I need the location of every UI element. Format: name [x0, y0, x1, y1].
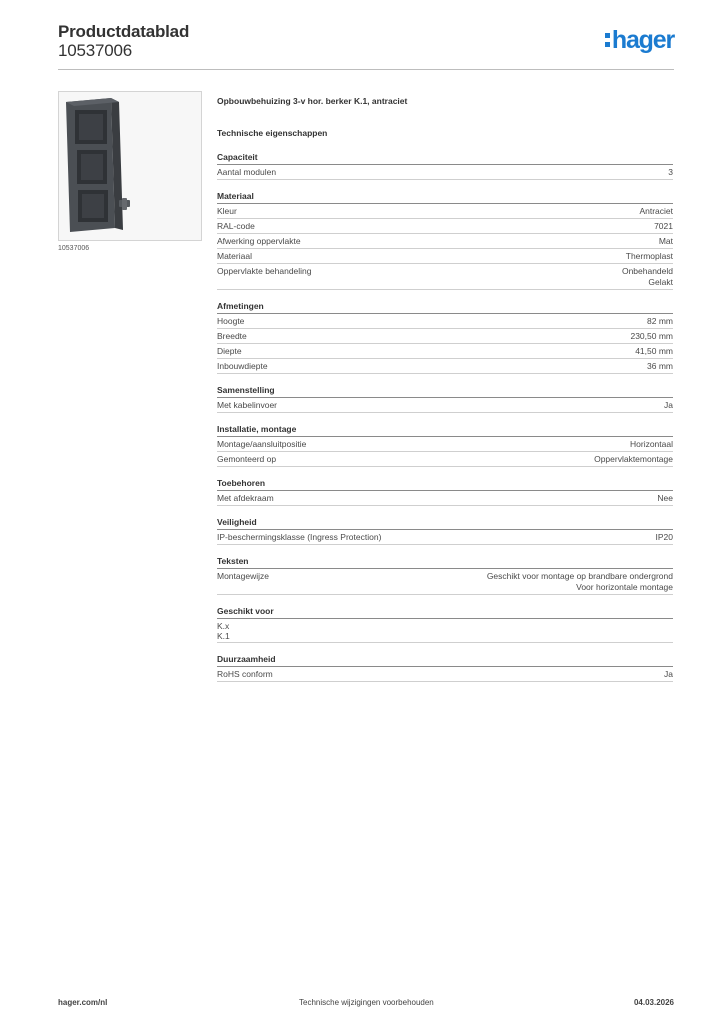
spec-value	[594, 454, 673, 465]
spec-sections	[217, 152, 673, 682]
spec-label: Met kabelinvoer	[217, 400, 278, 410]
spec-row	[217, 249, 673, 264]
spec-value-line: Antraciet	[639, 206, 673, 216]
section-title: Afmetingen	[217, 301, 673, 314]
spec-value-line: 7021	[654, 221, 673, 231]
spec-row	[217, 314, 673, 329]
header-divider	[58, 69, 674, 70]
spec-label: Gemonteerd op	[217, 454, 277, 464]
spec-list-item: K.x	[217, 621, 230, 631]
section-title: Capaciteit	[217, 152, 673, 165]
section-title: Samenstelling	[217, 385, 673, 398]
spec-section	[217, 301, 673, 374]
spec-row	[217, 165, 673, 180]
spec-value	[647, 361, 673, 372]
spec-label: Montage/aansluitpositie	[217, 439, 307, 449]
spec-value-line: Ja	[664, 400, 673, 410]
spec-value-line: 36 mm	[647, 361, 673, 371]
spec-row	[217, 359, 673, 374]
spec-value	[630, 331, 673, 342]
spec-value	[657, 493, 673, 504]
spec-row	[217, 219, 673, 234]
technical-properties-heading: Technische eigenschappen	[217, 128, 328, 138]
spec-label: Kleur	[217, 206, 237, 216]
spec-section	[217, 424, 673, 467]
spec-section	[217, 385, 673, 413]
spec-row	[217, 344, 673, 359]
spec-value-line: Horizontaal	[630, 439, 673, 449]
spec-value	[626, 251, 673, 262]
spec-value-line: 82 mm	[647, 316, 673, 326]
page-title: Productdatablad	[58, 22, 190, 41]
logo-text: hager	[611, 26, 674, 54]
spec-row	[217, 452, 673, 467]
spec-section	[217, 478, 673, 506]
spec-section	[217, 606, 673, 643]
spec-value	[639, 206, 673, 217]
spec-row	[217, 569, 673, 595]
spec-row	[217, 264, 673, 290]
section-title: Installatie, montage	[217, 424, 673, 437]
section-title: Geschikt voor	[217, 606, 673, 619]
specifications-panel	[217, 96, 673, 693]
footer-disclaimer: Technische wijzigingen voorbehouden	[299, 998, 434, 1007]
spec-value-line: IP20	[655, 532, 673, 542]
hager-logo[interactable]	[605, 28, 674, 53]
spec-label: Diepte	[217, 346, 242, 356]
logo-colon-icon	[605, 33, 610, 47]
spec-label: Oppervlakte behandeling	[217, 266, 312, 276]
footer-website-link[interactable]: hager.com/nl	[58, 998, 108, 1007]
spec-row	[217, 398, 673, 413]
spec-label: Aantal modulen	[217, 167, 277, 177]
spec-value	[487, 571, 673, 593]
spec-value	[622, 266, 673, 288]
spec-section	[217, 517, 673, 545]
spec-label: Breedte	[217, 331, 247, 341]
spec-label: Montagewijze	[217, 571, 269, 581]
spec-value	[656, 532, 674, 543]
spec-label: Met afdekraam	[217, 493, 274, 503]
spec-row	[217, 530, 673, 545]
section-title: Toebehoren	[217, 478, 673, 491]
spec-list-item: K.1	[217, 631, 230, 641]
spec-value-line: Thermoplast	[625, 251, 673, 261]
spec-label: RAL-code	[217, 221, 255, 231]
spec-value	[635, 346, 673, 357]
spec-value-line: Geschikt voor montage op brandbare ondergrond	[486, 571, 673, 581]
image-caption: 10537006	[58, 245, 90, 252]
spec-value-line: Gelakt	[648, 277, 673, 287]
spec-row	[217, 437, 673, 452]
spec-value	[664, 400, 673, 411]
spec-value-line: 3	[668, 167, 673, 177]
spec-row	[217, 667, 673, 682]
product-number: 10537006	[58, 41, 133, 60]
footer-date: 04.03.2026	[633, 998, 674, 1007]
spec-value-line: Oppervlaktemontage	[594, 454, 673, 464]
spec-row	[217, 491, 673, 506]
spec-section	[217, 152, 673, 180]
spec-label: Materiaal	[217, 251, 252, 261]
spec-value	[659, 236, 673, 247]
spec-row	[217, 329, 673, 344]
spec-value-line: Onbehandeld	[621, 266, 673, 276]
spec-section	[217, 191, 673, 290]
spec-value-line: 230,50 mm	[630, 331, 673, 341]
section-title: Materiaal	[217, 191, 673, 204]
spec-value-line: Mat	[658, 236, 673, 246]
spec-value	[668, 167, 673, 178]
product-box-illustration	[59, 92, 201, 240]
spec-label: Inbouwdiepte	[217, 361, 268, 371]
section-title: Duurzaamheid	[217, 654, 673, 667]
spec-value-line: Voor horizontale montage	[576, 582, 673, 592]
spec-label: IP-beschermingsklasse (Ingress Protection)	[217, 532, 382, 542]
spec-value	[654, 221, 673, 232]
spec-label: Hoogte	[217, 316, 245, 326]
spec-value	[630, 439, 673, 450]
spec-value	[664, 669, 673, 680]
spec-value-line: Ja	[664, 669, 673, 679]
product-image	[58, 91, 202, 241]
spec-label: Afwerking oppervlakte	[217, 236, 301, 246]
spec-value-line: 41,50 mm	[635, 346, 673, 356]
spec-value	[647, 316, 673, 327]
spec-label: RoHS conform	[217, 669, 273, 679]
section-title: Teksten	[217, 556, 673, 569]
page-header	[58, 22, 674, 70]
spec-value-line: Nee	[657, 493, 673, 503]
product-description: Opbouwbehuizing 3-v hor. berker K.1, antraciet	[217, 96, 408, 106]
spec-row	[217, 204, 673, 219]
section-title: Veiligheid	[217, 517, 673, 530]
spec-section	[217, 654, 673, 682]
spec-section	[217, 556, 673, 595]
spec-row	[217, 234, 673, 249]
spec-list	[217, 619, 673, 643]
